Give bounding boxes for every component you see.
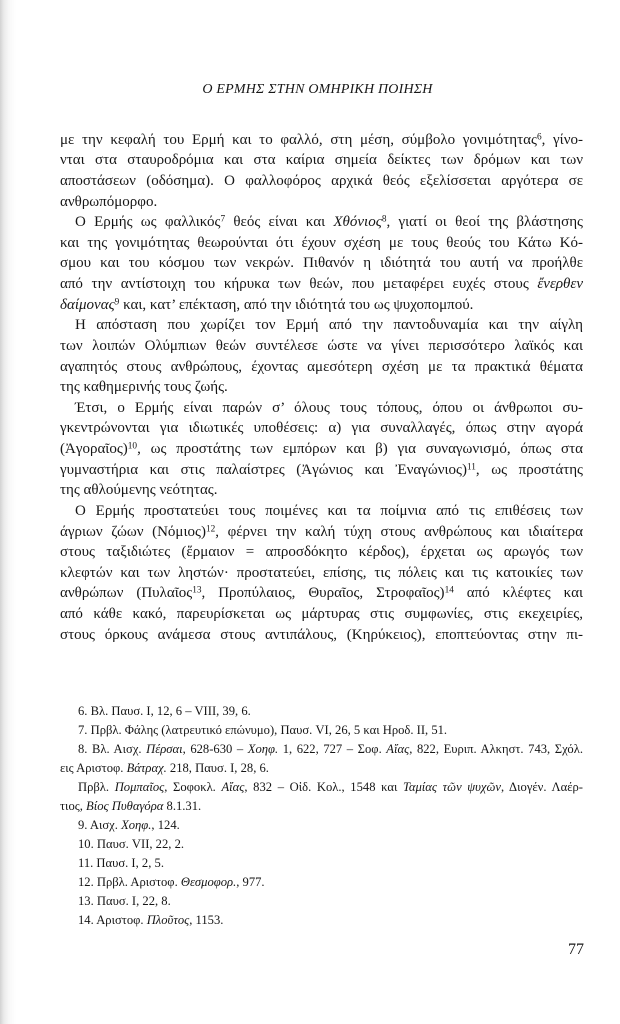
text-run: από κλέφτες και	[453, 585, 583, 602]
text-line	[60, 583, 583, 604]
footnote	[60, 816, 583, 835]
text-run: 6. Βλ. Παυσ. I, 12, 6 – VIII, 39, 6.	[78, 703, 251, 718]
italic-run: Βίος Πυθαγόρα	[86, 798, 164, 813]
italic-run: Θεσμοφορ.	[180, 875, 237, 890]
footnote	[60, 835, 583, 854]
text-line	[60, 522, 583, 543]
text-run: , 124.	[151, 817, 180, 832]
text-run: ανθρωπόμορφο.	[60, 193, 158, 210]
italic-run: Αἴας	[221, 779, 245, 794]
footnotes	[60, 702, 583, 931]
text-run: 11. Παυσ. I, 2, 5.	[78, 856, 164, 871]
text-run: της καθημερινής τους ζωής.	[60, 379, 228, 396]
text-run: Πρβλ.	[78, 779, 115, 794]
text-run: από την αντίστοιχη του κήρυκα των θεών, που μεταφέρει ευχές στους	[60, 276, 538, 293]
text-run: Ο Ερμής ως φαλλικός	[75, 214, 221, 231]
italic-run: Πλοῦτος	[146, 913, 190, 928]
footnote	[60, 854, 583, 873]
text-line	[60, 625, 583, 646]
paragraph	[60, 315, 583, 398]
italic-run: Ταμίας τῶν ψυχῶν	[403, 779, 501, 794]
text-run: τιος,	[60, 798, 87, 813]
text-run: αγαπητός στους ανθρώπους, έχοντας αμεσότερη σχέση με τα πρακτικά θέματα	[60, 358, 583, 375]
text-run: , 832 – Οἰδ. Κολ., 1548 και	[244, 779, 404, 794]
text-line	[60, 130, 583, 151]
italic-run: Βάτραχ.	[126, 760, 167, 775]
text-run: , φέρνει την καλή τύχη στους ανθρώπους και ιδιαίτερα	[215, 523, 583, 540]
text-run: 9. Αισχ.	[78, 817, 122, 832]
italic-run: ἔνερθεν	[537, 276, 583, 293]
text-line	[60, 542, 583, 563]
text-line	[60, 398, 583, 419]
text-run: Έτσι, ο Ερμής είναι παρών σ’ όλους τους τόπους, όπου οι άνθρωποι συ-	[75, 399, 583, 416]
italic-run: Χοηφ.	[247, 741, 279, 756]
text-run: , Διογέν. Λαέρ-	[500, 779, 583, 794]
footnote	[60, 721, 583, 740]
text-run: κλεφτών και των ληστών· προστατεύει, επίσης, τις πόλεις και τις κατοικίες των	[60, 564, 583, 581]
text-line	[60, 604, 583, 625]
text-line	[60, 233, 583, 254]
italic-run: Πομπαῖος	[114, 779, 165, 794]
text-run: στους όρκους ανάμεσα στους αντιπάλους, (Κηρύκειος), εποπτεύοντας στην πι-	[60, 626, 583, 643]
footnote-line	[60, 797, 583, 816]
italic-run: δαίμονας	[60, 296, 115, 313]
text-line	[60, 357, 583, 378]
text-run: 8. Βλ. Αισχ.	[78, 741, 147, 756]
text-run: 12. Πρβλ. Αριστοφ.	[78, 875, 181, 890]
text-run: , ως προστάτης των εμπόρων και β) για συναγωνισμό, όπως στα	[137, 441, 583, 458]
footnote-line	[60, 892, 583, 911]
text-run: (Ἀγοραῖος)	[60, 441, 128, 458]
footnote-line	[60, 721, 583, 740]
text-line	[60, 336, 583, 357]
paragraph	[60, 130, 583, 213]
text-line	[60, 418, 583, 439]
footnote-marker: 11	[466, 462, 476, 473]
text-run: και της γονιμότητας θεωρούνται ότι έχουν σχέση με τους θεούς του Κάτω Κό-	[60, 234, 583, 251]
text-line	[60, 274, 583, 295]
footnote-marker: 12	[205, 523, 216, 534]
footnote-line	[60, 702, 583, 721]
paragraph	[60, 398, 583, 501]
text-run: , γίνο-	[541, 131, 583, 148]
text-line	[60, 192, 583, 213]
footnote-line	[60, 873, 583, 892]
text-run: , γιατί οι θεοί της βλάστησης	[386, 214, 584, 231]
running-head: Ο ΕΡΜΗΣ ΣΤΗΝ ΟΜΗΡΙΚΗ ΠΟΙΗΣΗ	[202, 82, 433, 97]
text-run: της αθλούμενης νεότητας.	[60, 482, 218, 499]
text-run: γκεντρώνονται για ιδιωτικές υποθέσεις: α) για συναλλαγές, όπως στην αγορά	[60, 420, 583, 437]
text-run: από κάθε κακό, παρευρίσκεται ως μάρτυρας στις συμφωνίες, στις εκεχειρίες,	[60, 606, 583, 623]
footnote-marker: 13	[192, 585, 202, 596]
text-run: , 628-630 –	[182, 741, 248, 756]
text-run: 218, Παυσ. I, 28, 6.	[166, 760, 269, 775]
text-line	[60, 501, 583, 522]
text-run: , 1153.	[189, 913, 224, 928]
text-run: , 977.	[236, 875, 265, 890]
text-line	[60, 315, 583, 336]
text-line	[60, 171, 583, 192]
italic-run: Χοηφ.	[121, 817, 152, 832]
text-run: ανθρώπων (Πυλαῖος	[60, 585, 193, 602]
footnote-marker: 10	[127, 441, 138, 452]
text-run: 10. Παυσ. VII, 22, 2.	[78, 837, 185, 852]
text-line	[60, 480, 583, 501]
text-line	[60, 460, 583, 481]
text-run: άγριων ζώων (Νόμιος)	[60, 523, 206, 540]
text-run: στους ταξιδιώτες (ἕρμαιον = απροσδόκητο κέρδος), έρχεται ως αρωγός των	[60, 544, 583, 561]
footnote-line	[60, 854, 583, 873]
footnote-line	[60, 759, 583, 778]
text-run: Η απόσταση που χωρίζει τον Ερμή από την παντοδυναμία και την αίγλη	[75, 317, 583, 334]
text-run: , ως προστάτης	[475, 461, 583, 478]
body-text	[60, 130, 583, 646]
text-run: , Προπύλαιος, Θυραῖος, Στροφαῖος)	[201, 585, 445, 602]
footnote	[60, 873, 583, 892]
footnote-line	[60, 911, 583, 930]
text-line	[60, 439, 583, 460]
footnote	[60, 778, 583, 816]
footnote-marker: 6	[536, 132, 542, 143]
text-line	[60, 150, 583, 171]
footnote	[60, 740, 583, 778]
text-run: και, κατ’ επέκταση, από την ιδιότητά του ως ψυχοπομπού.	[119, 296, 474, 313]
italic-run: Αἴας	[386, 741, 410, 756]
text-run: εις Αριστοφ.	[60, 760, 127, 775]
italic-run: Πέρσαι	[146, 741, 183, 756]
text-run: αποστάσεων (οδόσημα). Ο φαλλοφόρος αρχικά θεός εξελίσσεται αργότερα σε	[60, 172, 583, 189]
text-run: Ο Ερμής προστατεύει τους ποιμένες και τα ποίμνια από τις επιθέσεις των	[75, 502, 583, 519]
paragraph	[60, 212, 583, 315]
footnote-marker: 8	[381, 214, 387, 225]
text-run: με την κεφαλή του Ερμή και το φαλλό, στη μέση, σύμβολο γονιμότητας	[60, 131, 537, 148]
footnote-line	[60, 835, 583, 854]
text-line	[60, 377, 583, 398]
text-line	[60, 253, 583, 274]
paragraph	[60, 501, 583, 645]
footnote-line	[60, 778, 583, 797]
footnote	[60, 911, 583, 930]
footnote-line	[60, 740, 583, 759]
text-run: , 822, Ευριπ. Αλκηστ. 743, Σχόλ.	[409, 741, 583, 756]
italic-run: Χθόνιος	[333, 214, 382, 231]
text-run: 13. Παυσ. I, 22, 8.	[78, 894, 171, 909]
text-run: 14. Αριστοφ.	[78, 913, 147, 928]
text-run: θεός είναι και	[225, 214, 334, 231]
page-edge-shadow	[0, 0, 16, 1024]
footnote-marker: 7	[220, 214, 226, 225]
text-run: 8.1.31.	[163, 798, 202, 813]
page-number: 77	[568, 941, 584, 958]
footnote-line	[60, 816, 583, 835]
footnote-marker: 14	[444, 585, 454, 596]
footnote	[60, 892, 583, 911]
text-run: 7. Πρβλ. Φάλης (λατρευτικό επώνυμο), Παυσ. VI, 26, 5 και Ηροδ. II, 51.	[78, 722, 448, 737]
text-run: γυμναστήρια και στις παλαίστρες (Ἀγώνιος και Ἐναγώνιος)	[60, 461, 467, 478]
text-run: νται στα σταυροδρόμια και στα καίρια σημεία δείκτες των δρόμων και των	[60, 152, 583, 169]
text-line	[60, 295, 583, 316]
footnote-marker: 9	[114, 297, 120, 308]
footnote	[60, 702, 583, 721]
text-run: , Σοφοκλ.	[164, 779, 222, 794]
text-line	[60, 563, 583, 584]
text-run: των λοιπών Ολύμπιων θεών συντέλεσε ώστε να γίνει περισσότερο λαϊκός και	[60, 337, 583, 354]
text-run: 1, 622, 727 – Σοφ.	[278, 741, 387, 756]
text-run: σμου και του κόσμου των νεκρών. Πιθανόν η ιδιότητά του αυτή να προήλθε	[60, 255, 583, 272]
text-line	[60, 212, 583, 233]
